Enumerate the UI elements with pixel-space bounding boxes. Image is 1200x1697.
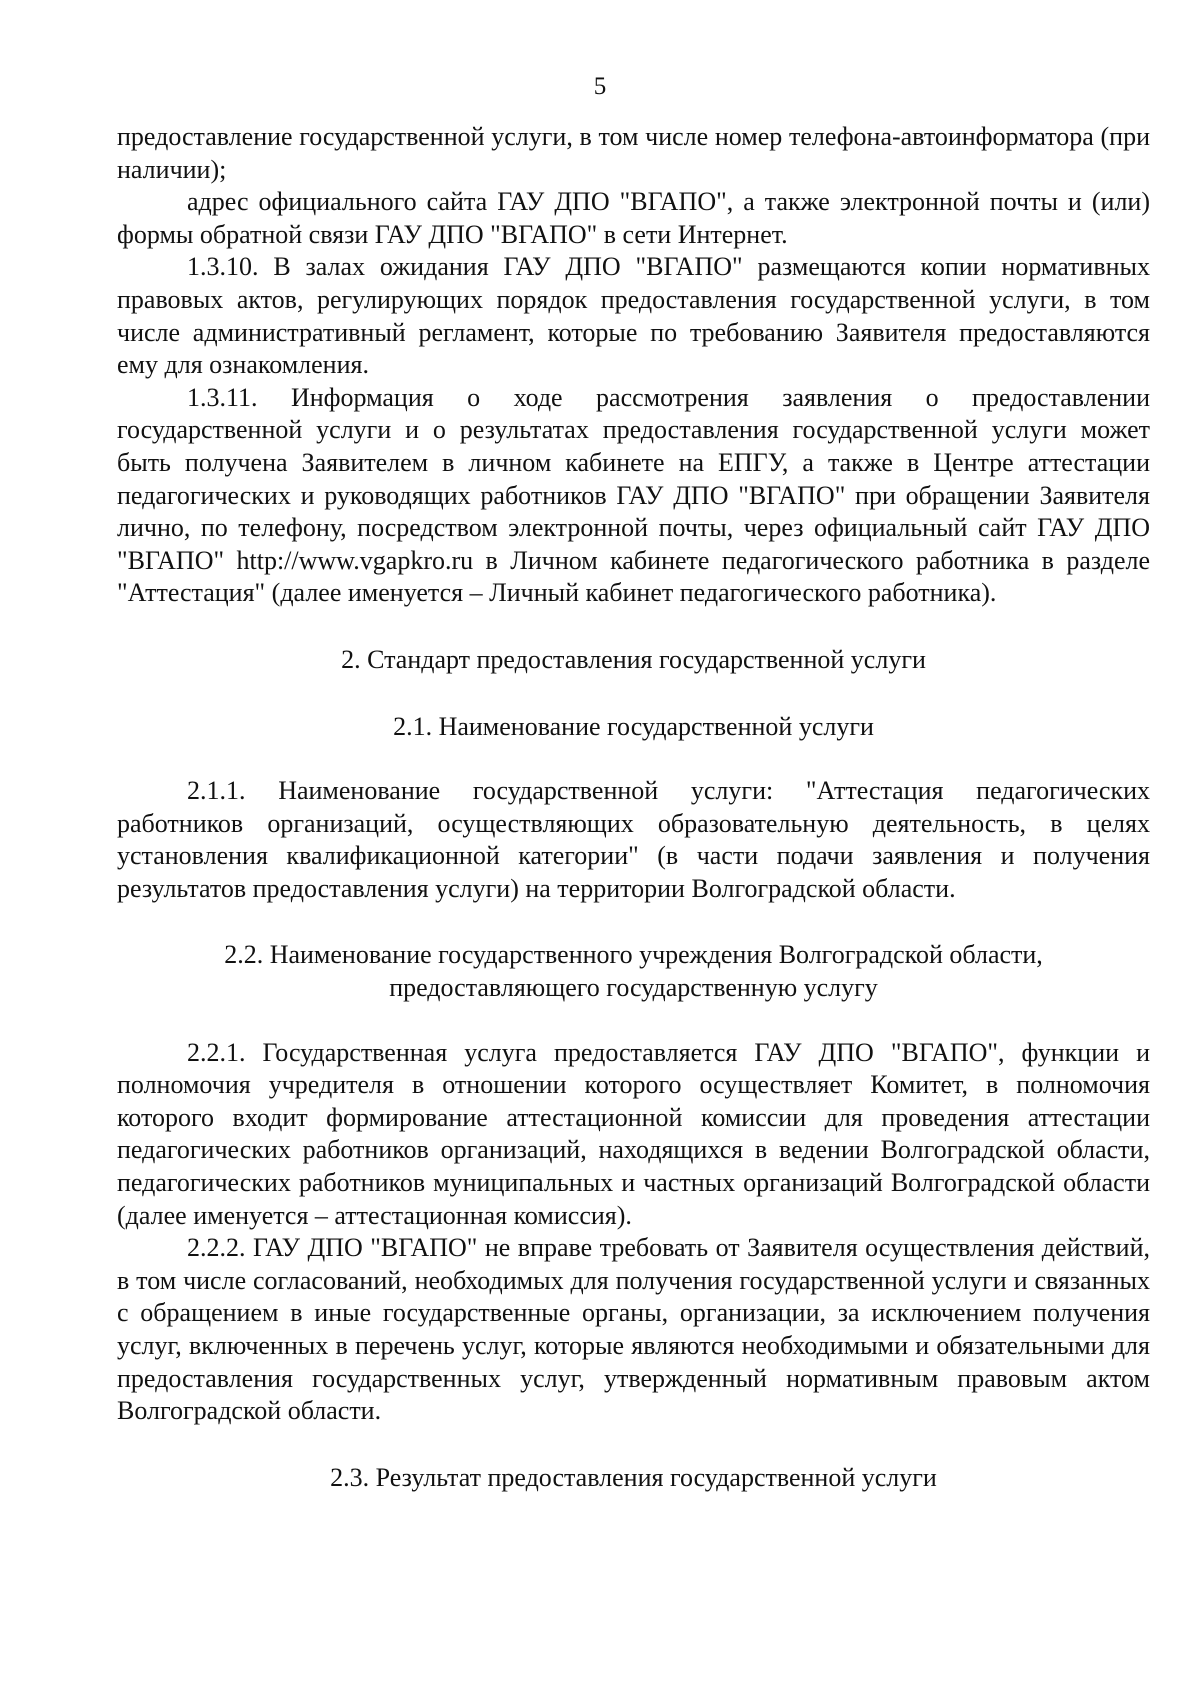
paragraph-1-3-10: 1.3.10. В залах ожидания ГАУ ДПО "ВГАПО" размещаются копии нормативных правовых актов, регулирующих порядок предоставления государственной услуги, в том числе административный регламент, которые по требованию Заявителя предоставляются ему для ознакомления. [117,252,1150,380]
section-spacer [117,743,1150,775]
paragraph-contact-phone: предоставление государственной услуги, в том числе номер телефона-автоинформатора (при наличии); [117,122,1150,184]
subsection-heading-2-2-line1: 2.2. Наименование государственного учреждения Волгоградской области, [224,940,1043,970]
page-number: 5 [593,73,607,100]
paragraph-1-3-11: 1.3.11. Информация о ходе рассмотрения заявления о предоставлении государственной услуги и о результатах предоставления государственной услуги может быть получена Заявителем в личном кабинете на ЕПГУ, а также в Центре аттестации педагогических и руководящих работников ГАУ ДПО "ВГАПО" при обращении Заявителя лично, по телефону, посредством электронной почты, через официальный сайт ГАУ ДПО "ВГАПО" http://www.vgapkro.ru в Личном кабинете педагогического работника в разделе "Аттестация" (далее именуется – Личный кабинет педагогического работника). [117,382,1150,608]
subsection-heading-2-1: 2.1. Наименование государственной услуги [393,711,874,741]
subsection-heading-2-2-line2: предоставляющего государственную услугу [389,973,878,1003]
section-spacer [117,610,1150,644]
paragraph-2-2-2: 2.2.2. ГАУ ДПО "ВГАПО" не вправе требовать от Заявителя осуществления действий, в том числе согласований, необходимых для получения государственной услуги и связанных с обращением в иные государственные органы, организации, за исключением получения услуг, включенных в перечень услуг, которые являются необходимыми и обязательными для предоставления государственных услуг, утвержденный нормативным правовым актом Волгоградской области. [117,1233,1150,1426]
subsection-heading-2-3: 2.3. Результат предоставления государственной услуги [330,1462,937,1492]
section-spacer [117,905,1150,939]
section-spacer [117,1428,1150,1462]
section-spacer [117,1005,1150,1037]
document-body [117,121,1150,1494]
section-heading-2: 2. Стандарт предоставления государственной услуги [341,644,926,674]
paragraph-2-2-1: 2.2.1. Государственная услуга предоставляется ГАУ ДПО "ВГАПО", функции и полномочия учредителя в отношении которого осуществляет Комитет, в полномочия которого входит формирование аттестационной комиссии для проведения аттестации педагогических работников организаций, находящихся в ведении Волгоградской области, педагогических работников муниципальных и частных организаций Волгоградской области (далее именуется – аттестационная комиссия). [117,1037,1150,1230]
paragraph-2-1-1: 2.1.1. Наименование государственной услуги: "Аттестация педагогических работников организаций, осуществляющих образовательную деятельность, в целях установления квалификационной категории" (в части подачи заявления и получения результатов предоставления услуги) на территории Волгоградской области. [117,776,1150,903]
paragraph-website-address: адрес официального сайта ГАУ ДПО "ВГАПО", а также электронной почты и (или) формы обратной связи ГАУ ДПО "ВГАПО" в сети Интернет. [117,187,1150,249]
section-spacer [117,677,1150,711]
